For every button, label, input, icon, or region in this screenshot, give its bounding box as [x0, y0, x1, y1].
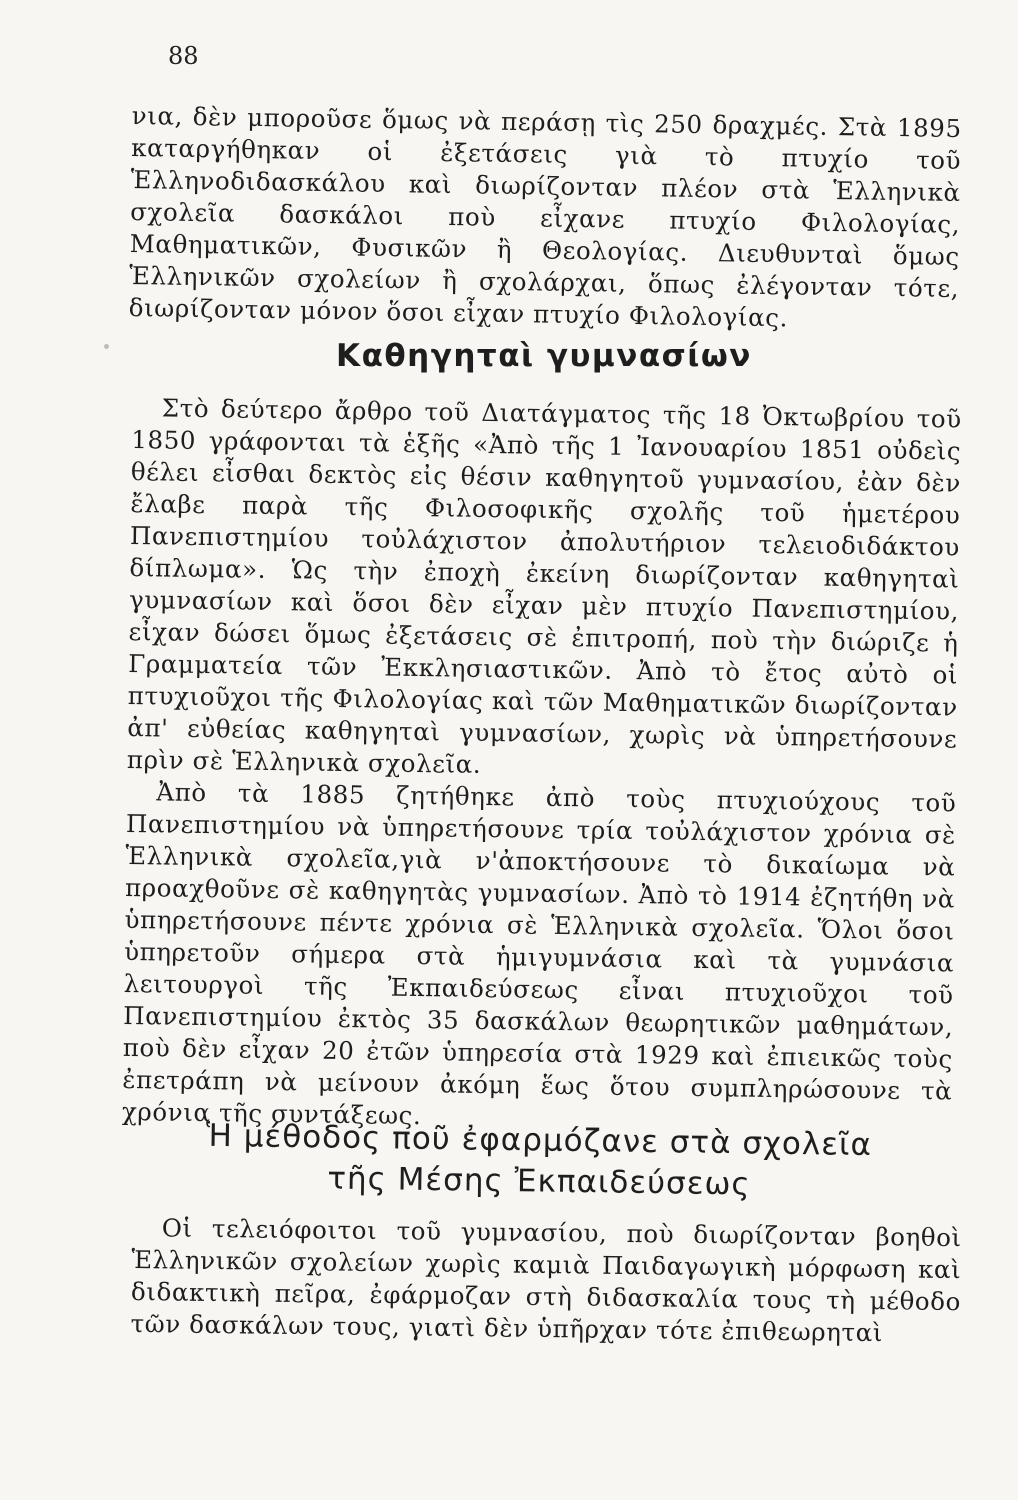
section1-paragraph-1: Στὸ δεύτερο ἄρθρο τοῦ Διατάγματος τῆς 18 Ὀκτωβρίου τοῦ 1850 γράφονται τὰ ἑξῆς «Ἀπὸ τῆς 1 Ἰανουαρίου 1851 οὐδεὶς θέλει εἶσθαι δεκτὸς εἰς θέσιν καθηγητοῦ γυμνασίου, ἐὰν δὲν ἔλαβε παρὰ τῆς Φιλοσοφικῆς σχολῆς τοῦ ἡμετέρου Πανεπιστημίου τοὐλάχιστον ἀπολυτήριον τελειοδιδάκτου δίπλωμα». Ὡς τὴν ἐποχὴ ἐκείνη διωρίζονταν καθηγηταὶ γυμνασίων καὶ ὅσοι δὲν εἶχαν μὲν πτυχίο Πανεπιστημίου, εἶχαν δώσει ὅμως ἐξετάσεις σὲ ἐπιτροπή, ποὺ τὴν διώριζε ἡ Γραμματεία τῶν Ἐκκλησιαστικῶν. Ἀπὸ τὸ ἔτος αὐτὸ οἱ πτυχιοῦχοι τῆς Φιλολογίας καὶ τῶν Μαθηματικῶν διωρίζονταν ἀπ' εὐθείας καθηγηταὶ γυμνασίων, χωρὶς νὰ ὑπηρετήσουνε πρὶν σὲ Ἑλληνικὰ σχολεῖα. — [126, 393, 962, 779]
section-heading-method-line1: Ἡ μέθοδος ποῦ ἐφαρμόζανε στὰ σχολεῖα — [205, 1117, 873, 1164]
section1-paragraph-2: Ἀπὸ τὰ 1885 ζητήθηκε ἀπὸ τοὺς πτυχιούχους τοῦ Πανεπιστημίου νὰ ὑπηρετήσουνε τρία τοὐλάχιστον χρόνια σὲ Ἑλληνικὰ σχολεῖα,γιὰ ν'ἀποκτήσουνε τὸ δικαίωμα νὰ προαχθοῦνε σὲ καθηγητὰς γυμνασίων. Ἀπὸ τὸ 1914 ἐζητήθη νὰ ὑπηρετήσουνε πέντε χρόνια σὲ Ἑλληνικὰ σχολεῖα. Ὅλοι ὅσοι ὑπηρετοῦν σήμερα στὰ ἡμιγυμνάσια καὶ τὰ γυμνάσια λειτουργοὶ τῆς Ἐκπαιδεύσεως εἶναι πτυχιοῦχοι τοῦ Πανεπιστημίου ἐκτὸς 35 δασκάλων θεωρητικῶν μαθημάτων, ποὺ δὲν εἶχαν 20 ἐτῶν ὑπηρεσία στὰ 1929 καὶ ἐπιεικῶς τοὺς ἐπετράπη νὰ μείνουν ἀκόμη ἕως ὅτου συμπληρώσουνε τὰ χρόνια τῆς συντάξεως. — [121, 777, 957, 1131]
page-number: 88 — [168, 42, 199, 70]
section2-body — [130, 1212, 962, 1350]
intro-paragraph-block — [128, 100, 961, 337]
section2-paragraph: Οἱ τελειόφοιτοι τοῦ γυμνασίου, ποὺ διωρίζονταν βοηθοὶ Ἑλληνικῶν σχολείων χωρὶς καμιὰ Παιδαγωγικὴ μόρφωση καὶ διδακτικὴ πεῖρα, ἐφάρμοζαν στὴ διδασκαλία τους τὴ μέθοδο τῶν δασκάλων τους, γιατὶ δὲν ὑπῆρχαν τότε ἐπιθεωρηταὶ — [130, 1213, 962, 1348]
section1-body — [122, 392, 962, 1140]
section-heading-method-line2: τῆς Μέσης Ἐκπαιδεύσεως — [327, 1160, 751, 1203]
section-heading-professors: Καθηγηταὶ γυμνασίων — [336, 338, 752, 374]
intro-paragraph: νια, δὲν μποροῦσε ὅμως νὰ περάσῃ τὶς 250 δραχμές. Στὰ 1895 καταργήθηκαν οἱ ἐξετάσεις γιὰ τὸ πτυχίο τοῦ Ἑλληνοδιδασκάλου καὶ διωρίζονταν πλέον στὰ Ἑλληνικὰ σχολεῖα δασκάλοι ποὺ εἶχανε πτυχίο Φιλολογίας, Μαθηματικῶν, Φυσικῶν ἢ Θεολογίας. Διευθυνταὶ ὅμως Ἑλληνικῶν σχολείων ἢ σχολάρχαι, ὅπως ἐλέγονταν τότε, διωρίζονταν μόνον ὅσοι εἶχαν πτυχίο Φιλολογίας. — [128, 100, 962, 333]
